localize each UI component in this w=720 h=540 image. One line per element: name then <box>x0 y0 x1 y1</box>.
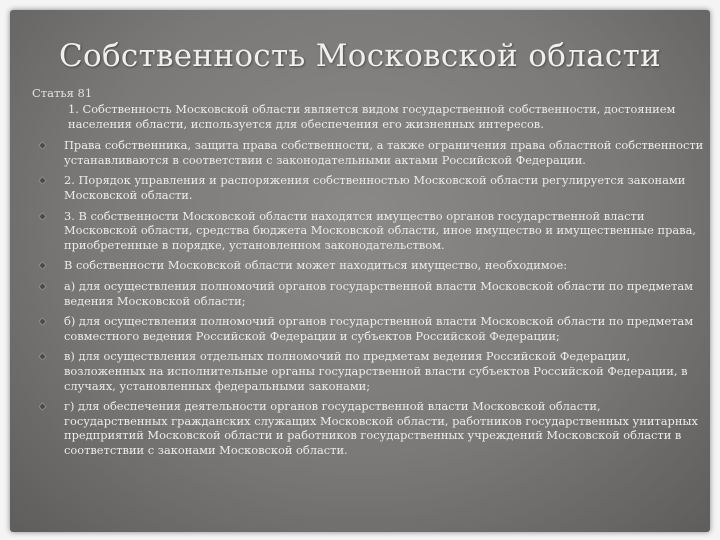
bullet-icon <box>38 352 47 361</box>
list-item <box>32 138 704 167</box>
slide <box>10 10 710 532</box>
bullet-icon <box>38 261 47 270</box>
list-item-text: 3. В собственности Московской области находятся имущество органов государственной власти Московской области, средства бюджета Московской области, иное имущество и имущественные права, приобретенные в порядке, установленном законодательством. <box>64 208 696 252</box>
list-item-text: г) для обеспечения деятельности органов государственной власти Московской области, государственных гражданских служащих Московской области, работников государственных унитарных предприятий Московской области и работников государственных учреждений Московской области в соответствии с законами Московской области. <box>64 399 698 457</box>
list-item-text: 1. Собственность Московской области является видом государственной собственности, достоянием населения области, используется для обеспечения его жизненных интересов. <box>68 102 676 131</box>
list-item <box>32 258 704 273</box>
list-item-text: а) для осуществления полномочий органов государственной власти Московской области по предметам ведения Московской области; <box>64 278 694 308</box>
list-item <box>32 349 704 393</box>
bullet-icon <box>38 141 47 150</box>
list-item <box>32 173 704 202</box>
list-item-text: б) для осуществления полномочий органов государственной власти Московской области по предметам совместного ведения Российской Федерации и субъектов Российской Федерации; <box>64 314 694 343</box>
bullet-icon <box>38 317 47 326</box>
list-item-text: В собственности Московской области может находиться имущество, необходимое: <box>64 258 568 273</box>
list-item-text: Права собственника, защита права собственности, а также ограничения права областной собственности устанавливаются в соответствии с законодательными актами Российской Федерации. <box>64 138 704 167</box>
slide-title: Собственность Московской области <box>58 38 662 74</box>
list-item <box>32 399 704 457</box>
list-item <box>32 279 704 308</box>
list-item <box>32 209 704 253</box>
list-item <box>32 102 704 131</box>
bullet-icon <box>38 212 47 221</box>
bullet-icon <box>38 176 47 185</box>
article-number: Статья 81 <box>32 86 93 100</box>
bullet-list <box>32 102 704 463</box>
list-item-text: в) для осуществления отдельных полномочий по предметам ведения Российской Федерации, возложенных на исполнительные органы государственной власти субъектов Российской Федерации, в случаях, установленных федеральными законами; <box>64 349 688 393</box>
list-item <box>32 314 704 343</box>
list-item-text: 2. Порядок управления и распоряжения собственностью Московской области регулируется законами Московской области. <box>64 173 686 202</box>
bullet-icon <box>38 402 47 411</box>
bullet-icon <box>38 282 47 291</box>
